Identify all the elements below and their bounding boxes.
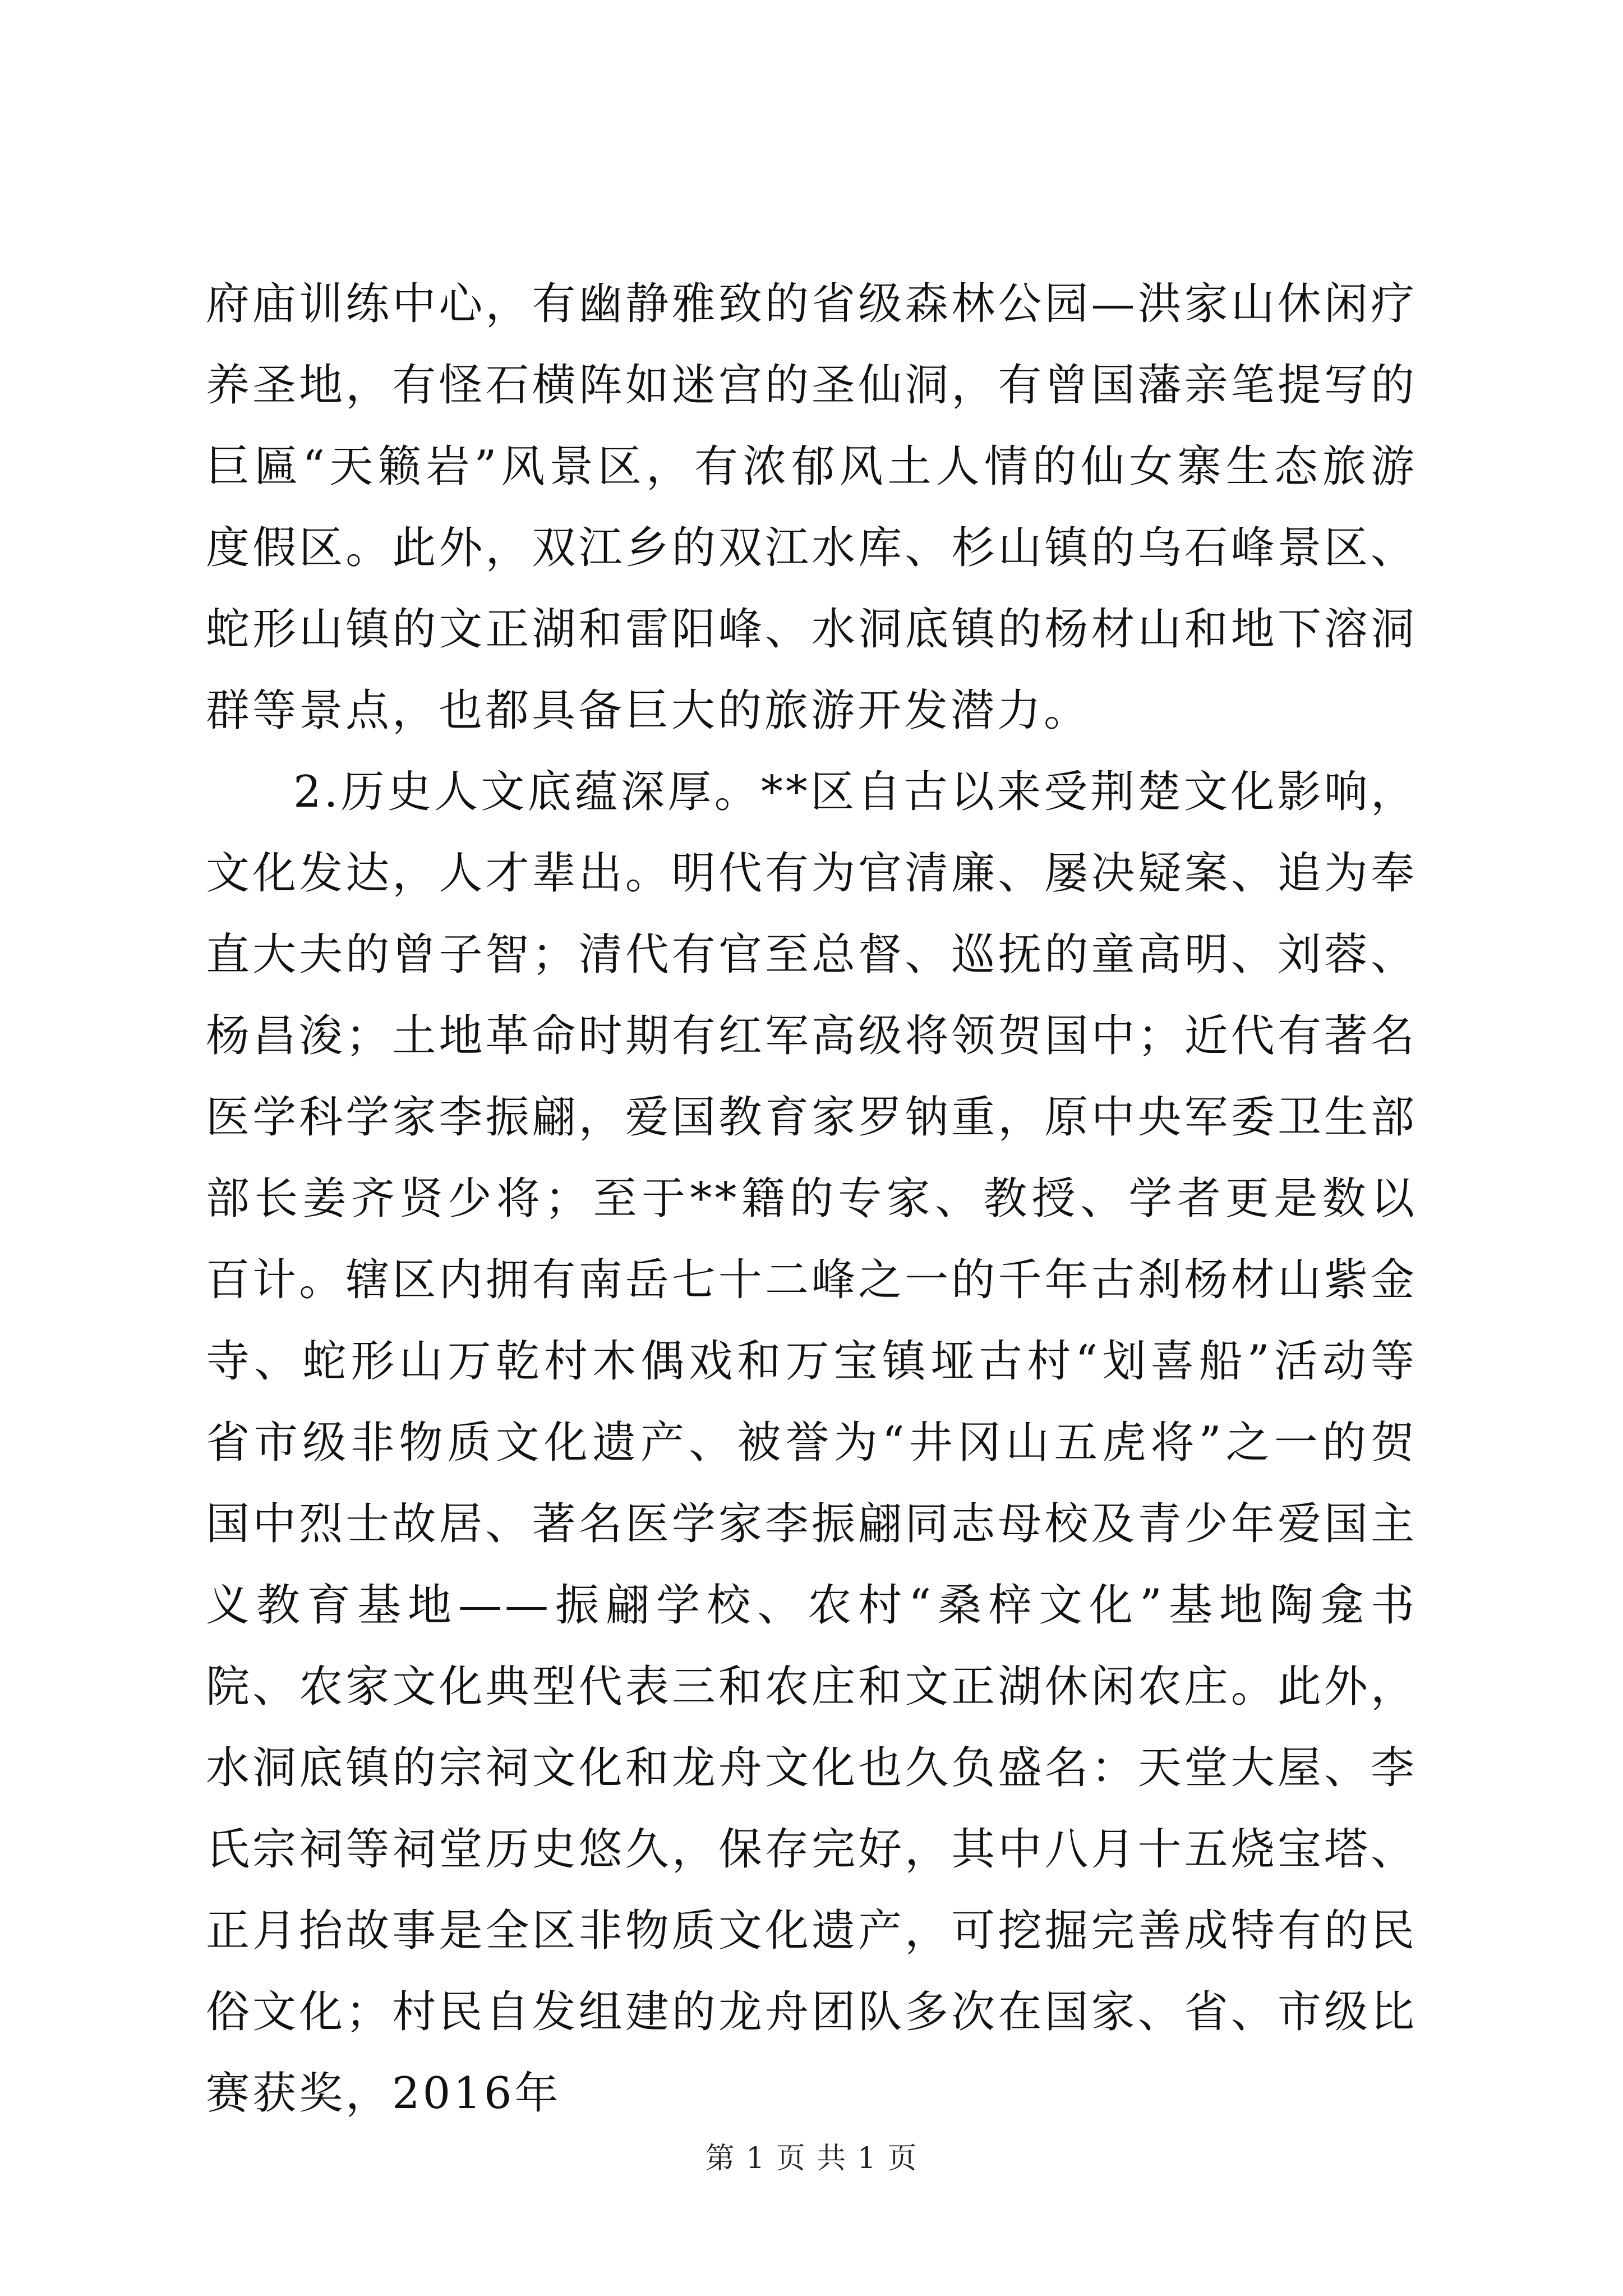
paragraph-1: 府庙训练中心，有幽静雅致的省级森林公园—洪家山休闲疗养圣地，有怪石横阵如迷宫的圣仙洞，有曾国藩亲笔提写的巨匾“天籁岩”风景区，有浓郁风土人情的仙女寨生态旅游度假区。此外，双江乡的双江水库、杉山镇的乌石峰景区、蛇形山镇的文正湖和雷阳峰、水洞底镇的杨材山和地下溶洞群等景点，也都具备巨大的旅游开发潜力。 (206, 279, 1417, 736)
document-body (206, 264, 1417, 2134)
page-footer: 第 1 页 共 1 页 (705, 2142, 918, 2175)
paragraph-2: 2.历史人文底蕴深厚。**区自古以来受荆楚文化影响，文化发达，人才辈出。明代有为官清廉、屡决疑案、追为奉直大夫的曾子智；清代有官至总督、巡抚的童高明、刘蓉、杨昌浚；土地革命时期有红军高级将领贺国中；近代有著名医学科学家李振翩，爱国教育家罗钠重，原中央军委卫生部部长姜齐贤少将；至于**籍的专家、教授、学者更是数以百计。辖区内拥有南岳七十二峰之一的千年古刹杨材山紫金寺、蛇形山万乾村木偶戏和万宝镇垭古村“划喜船”活动等省市级非物质文化遗产、被誉为“井冈山五虎将”之一的贺国中烈士故居、著名医学家李振翩同志母校及青少年爱国主义教育基地——振翩学校、农村“桑梓文化”基地陶龛书院、农家文化典型代表三和农庄和文正湖休闲农庄。此外，水洞底镇的宗祠文化和龙舟文化也久负盛名：天堂大屋、李氏宗祠等祠堂历史悠久，保存完好，其中八月十五烧宝塔、正月抬故事是全区非物质文化遗产，可挖掘完善成特有的民俗文化；村民自发组建的龙舟团队多次在国家、省、市级比赛获奖，2016年 (206, 767, 1417, 2119)
